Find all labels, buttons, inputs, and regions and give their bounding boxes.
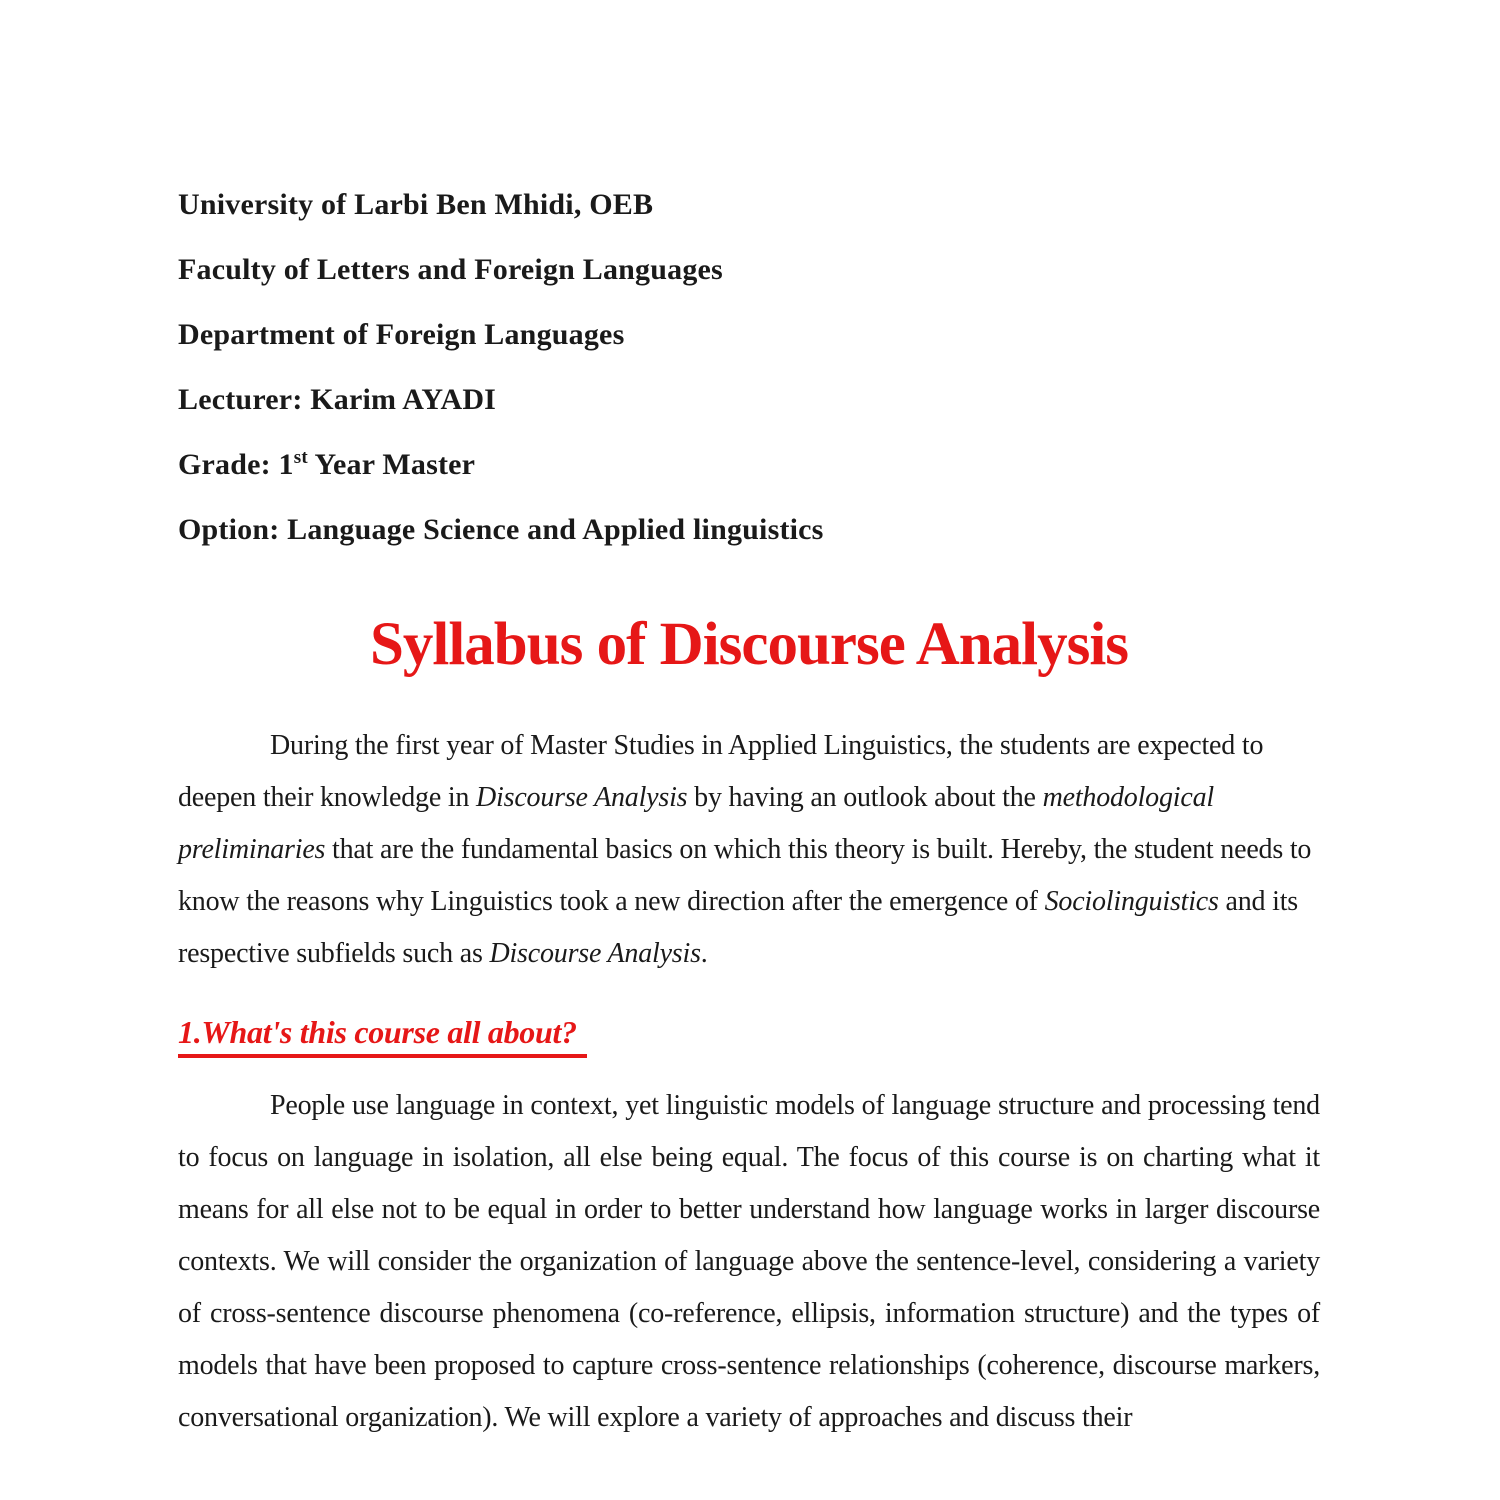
header-line-university: University of Larbi Ben Mhidi, OEB — [178, 188, 654, 221]
course-description-paragraph: People use language in context, yet linguistic models of language structure and processing tend to focus on language in isolation, all else being equal. The focus of this course is on charting what it means for all else not to be equal in order to better understand how language works in larger discourse contexts. We will consider the organization of language above the sentence-level, considering a variety of cross-sentence discourse phenomena (co-reference, ellipsis, information structure) and the types of models that have been proposed to capture cross-sentence relationships (coherence, discourse markers, conversational organization). We will explore a variety of approaches and discuss their — [178, 1090, 1320, 1434]
header-line-lecturer: Lecturer: Karim AYADI — [178, 383, 497, 416]
header-line-option: Option: Language Science and Applied linguistics — [178, 513, 824, 546]
intro-run: During the first year of Master Studies in Applied Linguistics, the students are expected to deepen their knowledge in — [178, 730, 1264, 814]
section-heading-text: 1.What's this course all about? — [178, 1014, 587, 1058]
intro-run: . — [700, 938, 708, 970]
intro-run-italic: Sociolinguistics — [1044, 886, 1219, 918]
grade-prefix: Grade: 1 — [178, 448, 294, 481]
header-line-faculty: Faculty of Letters and Foreign Languages — [178, 253, 723, 286]
intro-run-italic: Discourse Analysis — [489, 938, 701, 970]
intro-paragraph — [178, 720, 1320, 980]
header-line-grade — [178, 432, 1320, 497]
section-heading — [178, 1014, 1320, 1058]
document-header — [178, 172, 1320, 562]
intro-run: that are the fundamental basics on which this theory is built. Hereby, the student needs to know the reasons why Linguistics took a new direction after the emergence of — [178, 834, 1312, 918]
intro-run: by having an outlook about the — [687, 782, 1043, 814]
intro-run-italic: methodological preliminaries — [178, 782, 1214, 866]
grade-ordinal-superscript: st — [293, 447, 308, 468]
page-title: Syllabus of Discourse Analysis — [369, 611, 1129, 678]
intro-run: and its respective subfields such as — [178, 886, 1299, 970]
intro-run-italic: Discourse Analysis — [476, 782, 688, 814]
grade-suffix: Year Master — [307, 448, 476, 481]
header-line-department: Department of Foreign Languages — [178, 318, 625, 351]
